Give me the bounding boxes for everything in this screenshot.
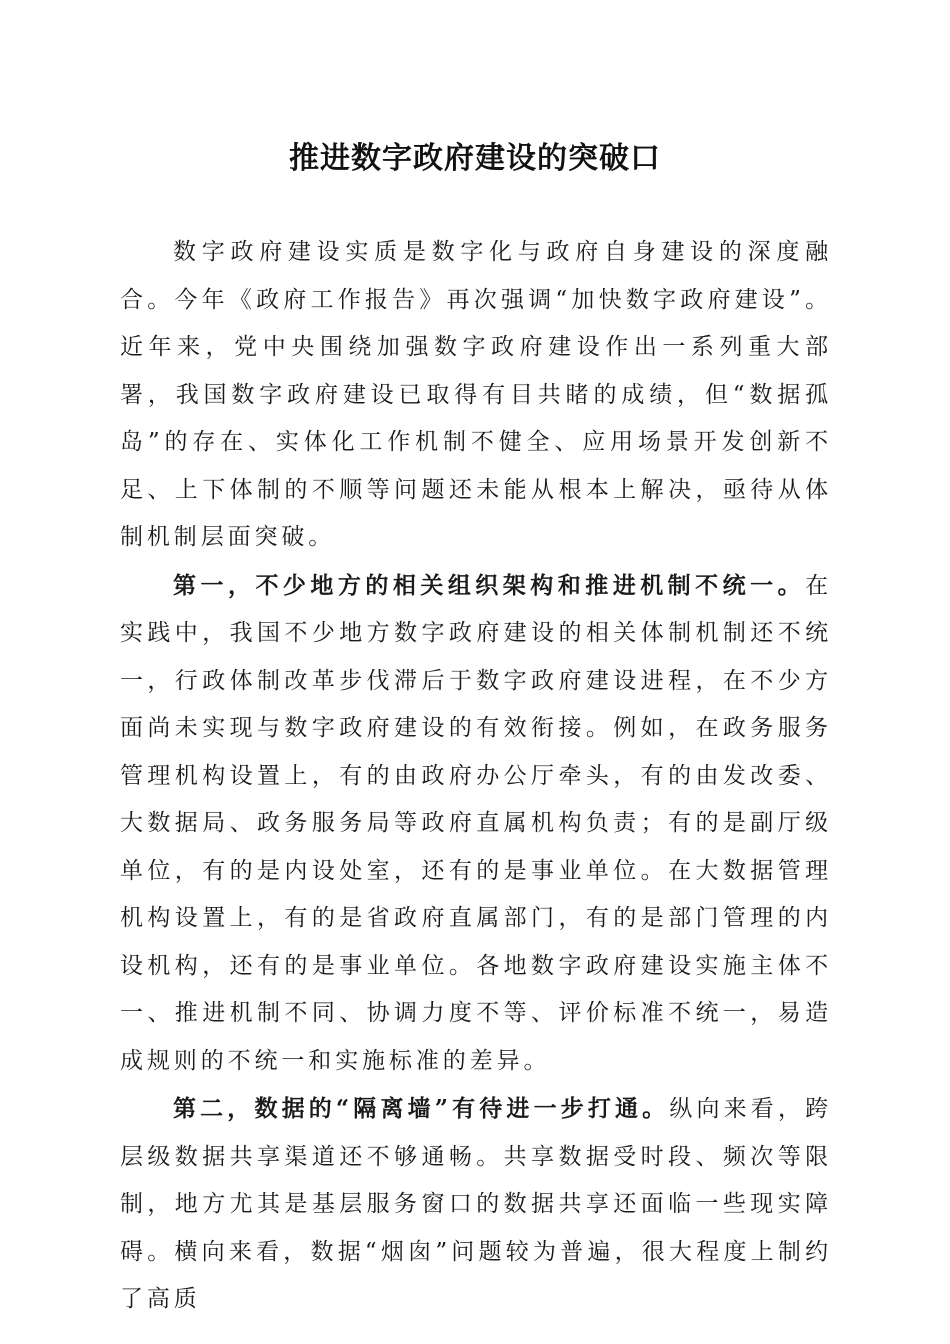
paragraph-second-point bbox=[120, 1085, 832, 1324]
paragraph-lead-sentence: 第二，数据的“隔离墙”有待进一步打通。 bbox=[173, 1095, 670, 1122]
document-body bbox=[120, 229, 832, 1324]
paragraph-text: 纵向来看，跨层级数据共享渠道还不够通畅。共享数据受时段、频次等限制，地方尤其是基层服务窗口的数据共享还面临一些现实障碍。横向来看，数据“烟囱”问题较为普遍，很大程度上制约了高质 bbox=[120, 1096, 833, 1312]
paragraph-first-point bbox=[120, 562, 832, 1086]
paragraph-text: 数字政府建设实质是数字化与政府自身建设的深度融合。今年《政府工作报告》再次强调“加快数字政府建设”。近年来，党中央围绕加强数字政府建设作出一系列重大部署，我国数字政府建设已取得有目共睹的成绩，但“数据孤岛”的存在、实体化工作机制不健全、应用场景开发创新不足、上下体制的不顺等问题还未能从根本上解决，亟待从体制机制层面突破。 bbox=[120, 239, 832, 550]
paragraph-text: 在实践中，我国不少地方数字政府建设的相关体制机制还不统一，行政体制改革步伐滞后于数字政府建设进程，在不少方面尚未实现与数字政府建设的有效衔接。例如，在政务服务管理机构设置上，有的由政府办公厅牵头，有的由发改委、大数据局、政务服务局等政府直属机构负责；有的是副厅级单位，有的是内设处室，还有的是事业单位。在大数据管理机构设置上，有的是省政府直属部门，有的是部门管理的内设机构，还有的是事业单位。各地数字政府建设实施主体不一、推进机制不同、协调力度不等、评价标准不统一，易造成规则的不统一和实施标准的差异。 bbox=[120, 572, 832, 1074]
paragraph-lead-sentence: 第一，不少地方的相关组织架构和推进机制不统一。 bbox=[173, 571, 806, 599]
paragraph-intro bbox=[120, 229, 832, 562]
document-title: 推进数字政府建设的突破口 bbox=[289, 141, 661, 176]
